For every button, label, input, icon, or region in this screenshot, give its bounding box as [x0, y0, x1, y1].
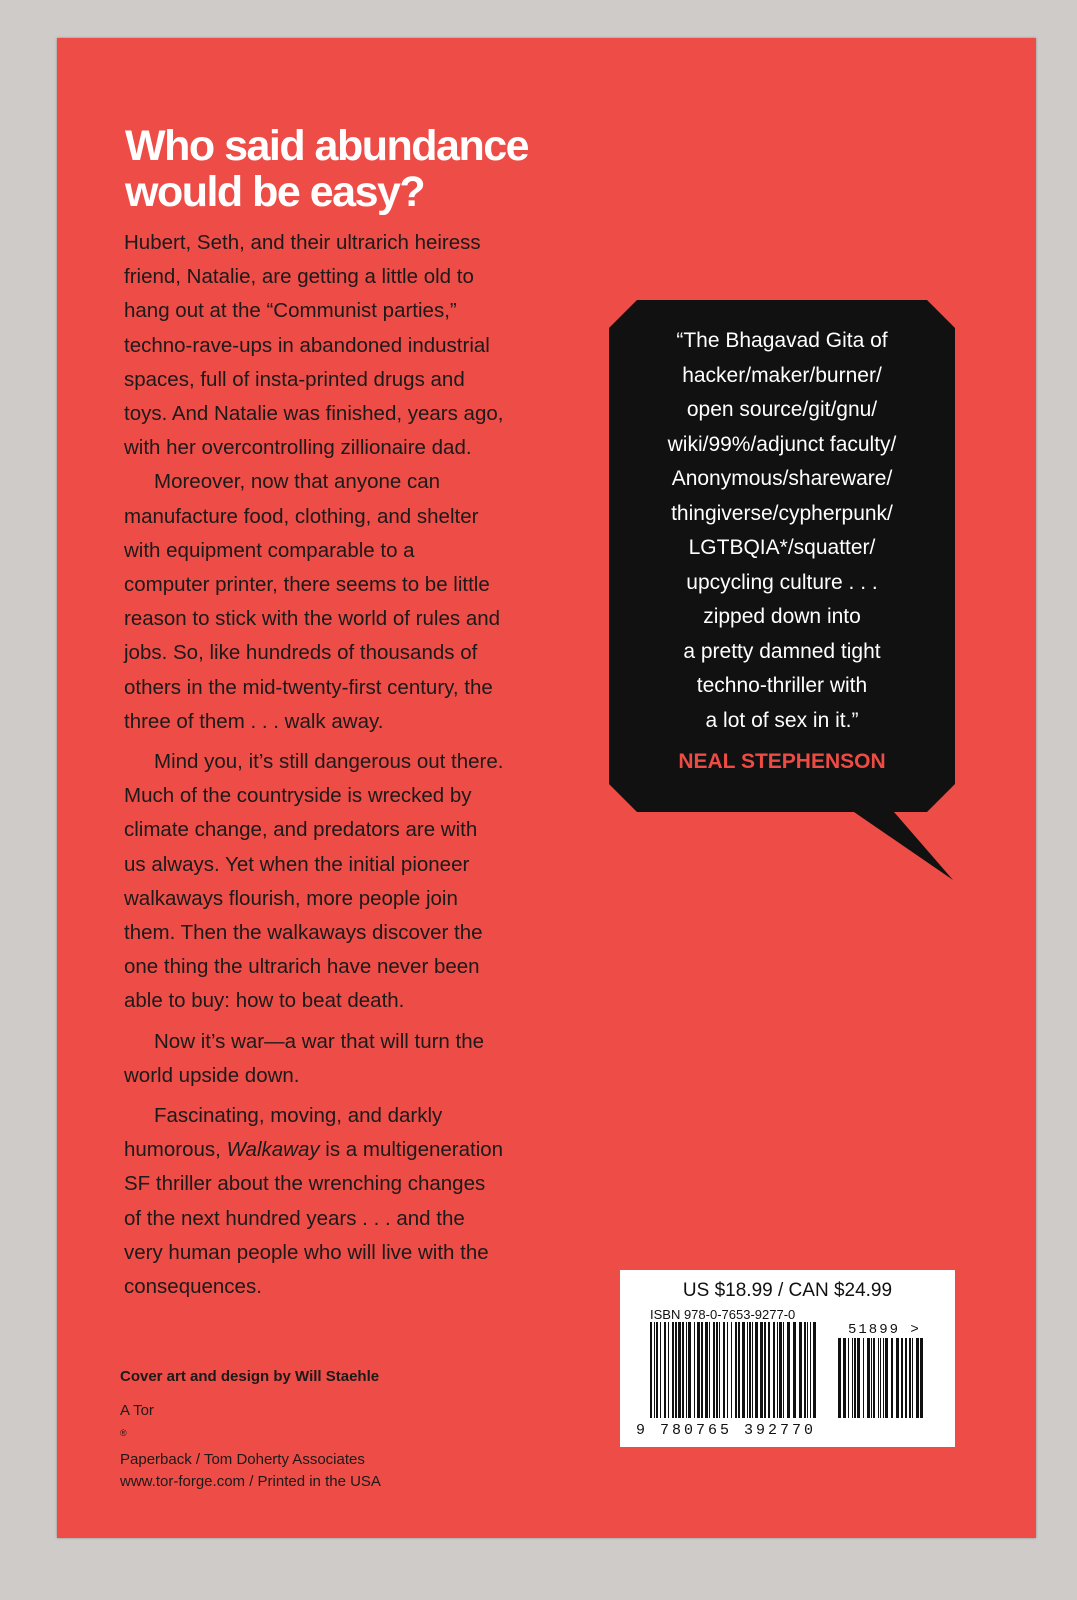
barcode-bar — [848, 1338, 849, 1418]
barcode-bar — [793, 1322, 796, 1418]
barcode-bar — [871, 1338, 872, 1418]
blurb-text-run: humorous, — [124, 1138, 227, 1162]
barcode-bar — [764, 1322, 766, 1418]
blurb-line: with her overcontrolling zillionaire dad. — [124, 436, 472, 460]
blurb-line: Hubert, Seth, and their ultrarich heiress — [124, 231, 481, 254]
publisher-credits — [120, 1400, 381, 1493]
barcode-bar — [650, 1322, 652, 1418]
quote-line: zipped down into — [703, 605, 861, 628]
blurb-line: three of them . . . walk away. — [124, 709, 384, 733]
blurb-paragraph — [124, 1099, 574, 1304]
barcode-bar — [672, 1322, 674, 1418]
blurb-line: computer printer, there seems to be little — [124, 573, 490, 597]
barcode-bar — [783, 1322, 784, 1418]
blurb-text — [124, 226, 574, 1304]
barcode-bar — [920, 1338, 923, 1418]
barcode-bar — [747, 1322, 748, 1418]
barcode-bar — [813, 1322, 816, 1418]
barcode-bar — [773, 1322, 775, 1418]
barcode-bar — [905, 1338, 907, 1418]
barcode-bar — [716, 1322, 718, 1418]
book-title: Walkaway — [226, 1138, 320, 1162]
registered-mark: ® — [120, 1428, 127, 1438]
barcode-bar — [804, 1322, 806, 1418]
blurb-line: Fascinating, moving, and darkly — [154, 1104, 443, 1128]
barcode-bar — [723, 1322, 725, 1418]
blurb-line: others in the mid-twenty-first century, the — [124, 675, 493, 699]
barcode-bar — [694, 1322, 695, 1418]
barcode-bar — [857, 1338, 860, 1418]
barcode-bar — [768, 1322, 770, 1418]
barcode-bar — [799, 1322, 802, 1418]
barcode-bar — [880, 1338, 881, 1418]
quote-line: hacker/maker/burner/ — [682, 363, 882, 387]
blurb-paragraph — [124, 745, 574, 1019]
blurb-line: walkaways flourish, more people join — [124, 886, 458, 910]
blurb-paragraph — [124, 226, 574, 465]
blurb-line: techno-rave-ups in abandoned industrial — [124, 333, 490, 357]
website-line: www.tor-forge.com / Printed in the USA — [120, 1473, 381, 1490]
barcode-bar — [916, 1338, 919, 1418]
barcode-bar — [705, 1322, 708, 1418]
quote-line: wiki/99%/adjunct faculty/ — [667, 432, 897, 456]
blurb-line: jobs. So, like hundreds of thousands of — [124, 641, 478, 665]
barcode-bar — [719, 1322, 720, 1418]
blurb-line: climate change, and predators are with — [124, 818, 478, 842]
quote-line: “The Bhagavad Gita of — [676, 329, 888, 352]
barcode-bar — [787, 1322, 790, 1418]
barcode-bar — [701, 1322, 703, 1418]
blurb-line: Moreover, now that anyone can — [154, 470, 441, 494]
price-addon-digits: 51899 > — [848, 1322, 921, 1338]
book-back-cover — [57, 38, 1036, 1538]
barcode-bar — [678, 1322, 681, 1418]
barcode-bar — [891, 1338, 893, 1418]
barcode-bar — [752, 1322, 753, 1418]
headline-line: Who said abundance — [125, 122, 529, 170]
barcode-bar — [807, 1322, 808, 1418]
quote-line: a pretty damned tight — [683, 639, 881, 663]
barcode-bar — [654, 1322, 655, 1418]
quote-line: LGTBQIA*/squatter/ — [688, 536, 876, 559]
quote-line: thingiverse/cypherpunk/ — [671, 501, 893, 525]
blurb-paragraph — [124, 1025, 574, 1093]
barcode-bar — [664, 1322, 666, 1418]
barcode-bar — [896, 1338, 899, 1418]
barcode-bar — [727, 1322, 728, 1418]
barcode-bar — [779, 1322, 782, 1418]
quote-speech-bubble — [609, 300, 955, 812]
barcode-bar — [713, 1322, 715, 1418]
barcode-bar — [854, 1338, 856, 1418]
barcode-bar — [760, 1322, 763, 1418]
quote-line: Anonymous/shareware/ — [671, 467, 893, 490]
barcode-bar — [755, 1322, 758, 1418]
isbn-barcode — [650, 1322, 820, 1418]
quote-line: a lot of sex in it.” — [705, 708, 859, 732]
blurb-line: world upside down. — [124, 1063, 300, 1087]
blurb-line: consequences. — [124, 1275, 262, 1299]
barcode-bar — [885, 1338, 888, 1418]
quote-line: upcycling culture . . . — [686, 570, 878, 594]
publisher-text: A Tor — [120, 1402, 154, 1419]
blurb-line: manufacture food, clothing, and shelter — [124, 504, 479, 528]
barcode-bar — [668, 1322, 669, 1418]
blurb-line — [124, 1133, 574, 1167]
barcode-bar — [777, 1322, 778, 1418]
publisher-text: Paperback / Tom Doherty Associates — [120, 1451, 365, 1468]
blurb-line: one thing the ultrarich have never been — [124, 955, 480, 979]
blurb-line: of the next hundred years . . . and the — [124, 1206, 465, 1230]
cover-design-credit: Cover art and design by Will Staehle — [120, 1368, 380, 1385]
blurb-line: friend, Natalie, are getting a little old to — [124, 265, 474, 289]
barcode-bar — [697, 1322, 700, 1418]
barcode-bar — [863, 1338, 864, 1418]
barcode-bar — [686, 1322, 687, 1418]
blurb-line: very human people who will live with the — [124, 1240, 489, 1264]
barcode-bar — [873, 1338, 875, 1418]
barcode-bar — [883, 1338, 884, 1418]
headline — [125, 123, 645, 215]
barcode-bar — [738, 1322, 740, 1418]
barcode-bar — [878, 1338, 879, 1418]
blurb-line: hang out at the “Communist parties,” — [124, 299, 457, 323]
blurb-line: reason to stick with the world of rules and — [124, 607, 501, 631]
barcode-digits: 9 780765 392770 — [636, 1422, 817, 1439]
barcode-bar — [731, 1322, 732, 1418]
barcode-bar — [735, 1322, 737, 1418]
barcode-bar — [867, 1338, 870, 1418]
isbn-text: ISBN 978-0-7653-9277-0 — [650, 1307, 796, 1322]
blurb-line: them. Then the walkaways discover the — [124, 921, 483, 945]
barcode-bar — [749, 1322, 751, 1418]
barcode-bar — [656, 1322, 658, 1418]
barcode-bar — [852, 1338, 853, 1418]
barcode-label — [620, 1270, 955, 1447]
blurb-text-run: is a multigeneration — [319, 1138, 504, 1162]
barcode-bar — [675, 1322, 677, 1418]
barcode-bar — [901, 1338, 903, 1418]
blurb-line: Much of the countryside is wrecked by — [124, 784, 472, 808]
blurb-line: spaces, full of insta-printed drugs and — [124, 367, 465, 391]
blurb-line: able to buy: how to beat death. — [124, 989, 405, 1013]
blurb-line: SF thriller about the wrenching changes — [124, 1172, 486, 1196]
barcode-bar — [709, 1322, 710, 1418]
blurb-line: with equipment comparable to a — [124, 538, 415, 562]
quote-line: open source/git/gnu/ — [686, 398, 878, 421]
publisher-line — [120, 1400, 381, 1471]
barcode-bar — [682, 1322, 684, 1418]
blurb-quote — [609, 324, 955, 738]
barcode-bar — [660, 1322, 661, 1418]
barcode-bar — [810, 1322, 811, 1418]
addon-barcode — [838, 1338, 928, 1418]
blurb-line: toys. And Natalie was finished, years ago, — [124, 402, 504, 426]
quote-attribution: NEAL STEPHENSON — [678, 750, 886, 773]
blurb-line: Now it’s war—a war that will turn the — [154, 1029, 485, 1053]
barcode-bar — [742, 1322, 745, 1418]
barcode-bar — [688, 1322, 691, 1418]
barcode-bar — [909, 1338, 911, 1418]
blurb-line: Mind you, it’s still dangerous out there. — [154, 750, 504, 774]
barcode-bar — [912, 1338, 913, 1418]
price-text: US $18.99 / CAN $24.99 — [682, 1280, 893, 1301]
quote-line: techno-thriller with — [696, 674, 868, 697]
barcode-bar — [838, 1338, 841, 1418]
barcode-bar — [843, 1338, 846, 1418]
blurb-line: us always. Yet when the initial pioneer — [124, 852, 470, 876]
blurb-paragraph — [124, 465, 574, 739]
headline-line: would be easy? — [125, 168, 425, 216]
